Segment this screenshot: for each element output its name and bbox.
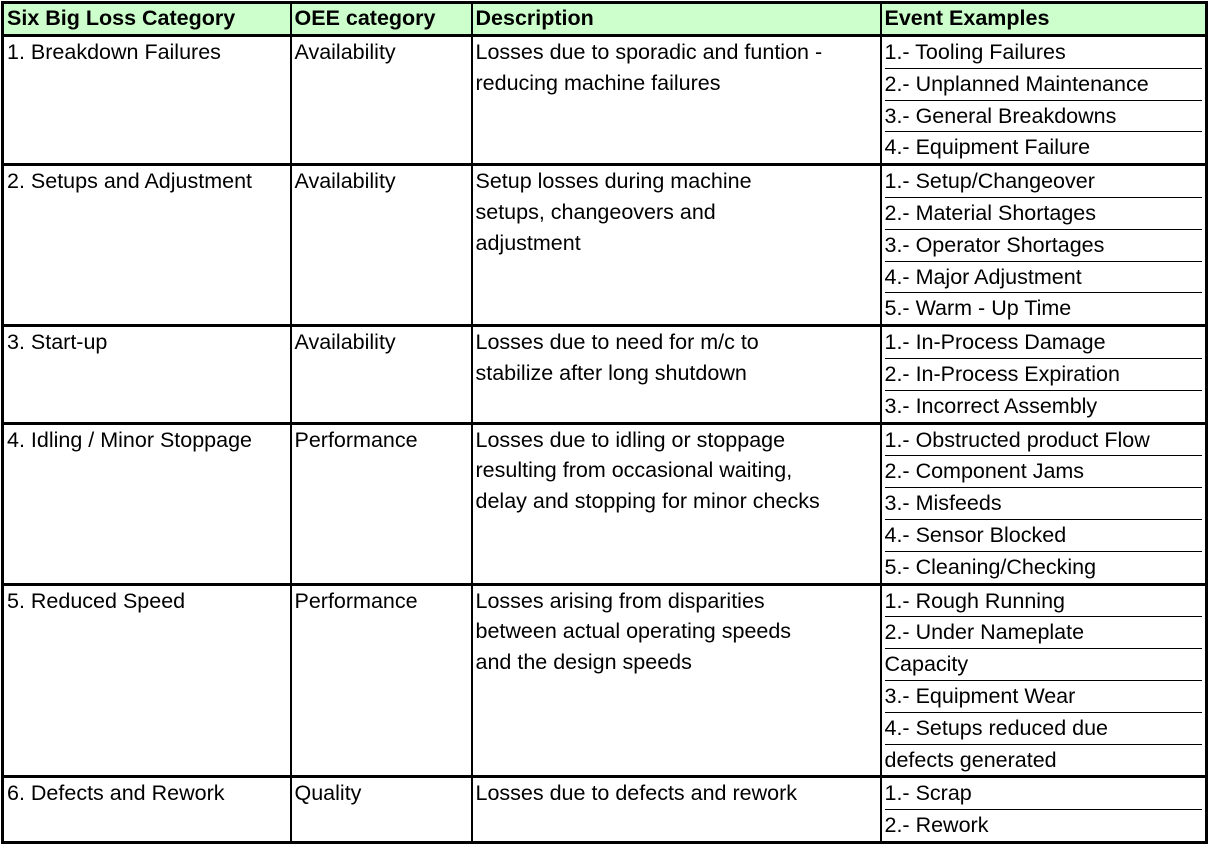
- event-example-item: 4.- Equipment Failure: [885, 131, 1203, 163]
- description-cell: [472, 326, 881, 423]
- event-example-item: 3.- Incorrect Assembly: [885, 390, 1203, 422]
- table-row: [3, 584, 1207, 777]
- event-example-item: 4.- Setups reduced due: [885, 712, 1203, 744]
- oee-category-cell: Performance: [291, 584, 472, 777]
- oee-category-cell: Availability: [291, 36, 472, 165]
- oee-category-cell: Availability: [291, 326, 472, 423]
- event-examples-cell: [881, 326, 1207, 423]
- description-line: delay and stopping for minor checks: [475, 489, 820, 514]
- event-example-item: Capacity: [885, 648, 1203, 680]
- event-examples-cell: [881, 36, 1207, 165]
- event-example-item: 5.- Cleaning/Checking: [885, 551, 1203, 583]
- event-examples-cell: [881, 777, 1207, 843]
- event-example-item: 2.- In-Process Expiration: [885, 358, 1203, 390]
- header-row: [3, 3, 1207, 36]
- description-line: Losses due to need for m/c to: [475, 330, 759, 355]
- event-example-item: 1.- In-Process Damage: [884, 330, 1106, 355]
- table-row: [3, 423, 1207, 584]
- table-row: [3, 165, 1207, 326]
- oee-category-cell: Availability: [291, 165, 472, 326]
- loss-category-cell: 2. Setups and Adjustment: [3, 165, 291, 326]
- event-example-item: 2.- Under Nameplate: [885, 616, 1203, 648]
- description-line: resulting from occasional waiting,: [475, 458, 793, 483]
- event-example-item: 4.- Sensor Blocked: [885, 519, 1203, 551]
- header-oee-category: OEE category: [291, 3, 472, 36]
- event-example-item: 2.- Rework: [885, 809, 1203, 841]
- loss-category-cell: 6. Defects and Rework: [3, 777, 291, 843]
- event-example-item: 3.- Operator Shortages: [885, 229, 1203, 261]
- six-big-losses-table: [1, 1, 1208, 844]
- oee-category-cell: Quality: [291, 777, 472, 843]
- description-line: and the design speeds: [475, 650, 692, 675]
- event-examples-cell: [881, 423, 1207, 584]
- description-line: setups, changeovers and: [475, 199, 716, 224]
- event-example-item: 1.- Obstructed product Flow: [884, 427, 1150, 452]
- description-line: Losses due to idling or stoppage: [475, 427, 786, 452]
- event-example-item: 3.- Equipment Wear: [885, 680, 1203, 712]
- description-line: between actual operating speeds: [475, 619, 792, 644]
- description-cell: [472, 36, 881, 165]
- description-line: Losses due to sporadic and funtion -: [475, 40, 823, 64]
- event-example-item: 1.- Scrap: [884, 781, 972, 806]
- description-cell: [472, 423, 881, 584]
- event-examples-cell: [881, 165, 1207, 326]
- event-example-item: 2.- Material Shortages: [885, 197, 1203, 229]
- event-example-item: defects generated: [885, 744, 1203, 776]
- description-line: Losses due to defects and rework: [475, 781, 797, 806]
- header-event-examples: Event Examples: [881, 3, 1207, 36]
- description-line: Setup losses during machine: [475, 169, 752, 194]
- description-cell: [472, 165, 881, 326]
- event-example-item: 3.- Misfeeds: [885, 487, 1203, 519]
- loss-category-cell: 4. Idling / Minor Stoppage: [3, 423, 291, 584]
- description-line: reducing machine failures: [475, 70, 721, 95]
- header-description: Description: [472, 3, 881, 36]
- table-body: [3, 36, 1207, 843]
- description-line: stabilize after long shutdown: [475, 360, 747, 385]
- description-line: adjustment: [475, 230, 581, 255]
- event-example-item: 3.- General Breakdowns: [885, 100, 1203, 132]
- description-cell: [472, 777, 881, 843]
- event-example-item: 4.- Major Adjustment: [885, 261, 1203, 293]
- event-example-item: 2.- Unplanned Maintenance: [885, 68, 1203, 100]
- table-row: [3, 777, 1207, 843]
- oee-category-cell: Performance: [291, 423, 472, 584]
- event-example-item: 5.- Warm - Up Time: [885, 292, 1203, 324]
- header-loss-category: Six Big Loss Category: [3, 3, 291, 36]
- event-examples-cell: [881, 584, 1207, 777]
- loss-category-cell: 5. Reduced Speed: [3, 584, 291, 777]
- table-row: [3, 326, 1207, 423]
- description-cell: [472, 584, 881, 777]
- event-example-item: 2.- Component Jams: [885, 455, 1203, 487]
- table-row: [3, 36, 1207, 165]
- loss-category-cell: 1. Breakdown Failures: [3, 36, 291, 165]
- event-example-item: 1.- Tooling Failures: [884, 40, 1066, 64]
- event-example-item: 1.- Setup/Changeover: [884, 169, 1095, 194]
- event-example-item: 1.- Rough Running: [884, 588, 1065, 613]
- loss-category-cell: 3. Start-up: [3, 326, 291, 423]
- description-line: Losses arising from disparities: [475, 588, 765, 613]
